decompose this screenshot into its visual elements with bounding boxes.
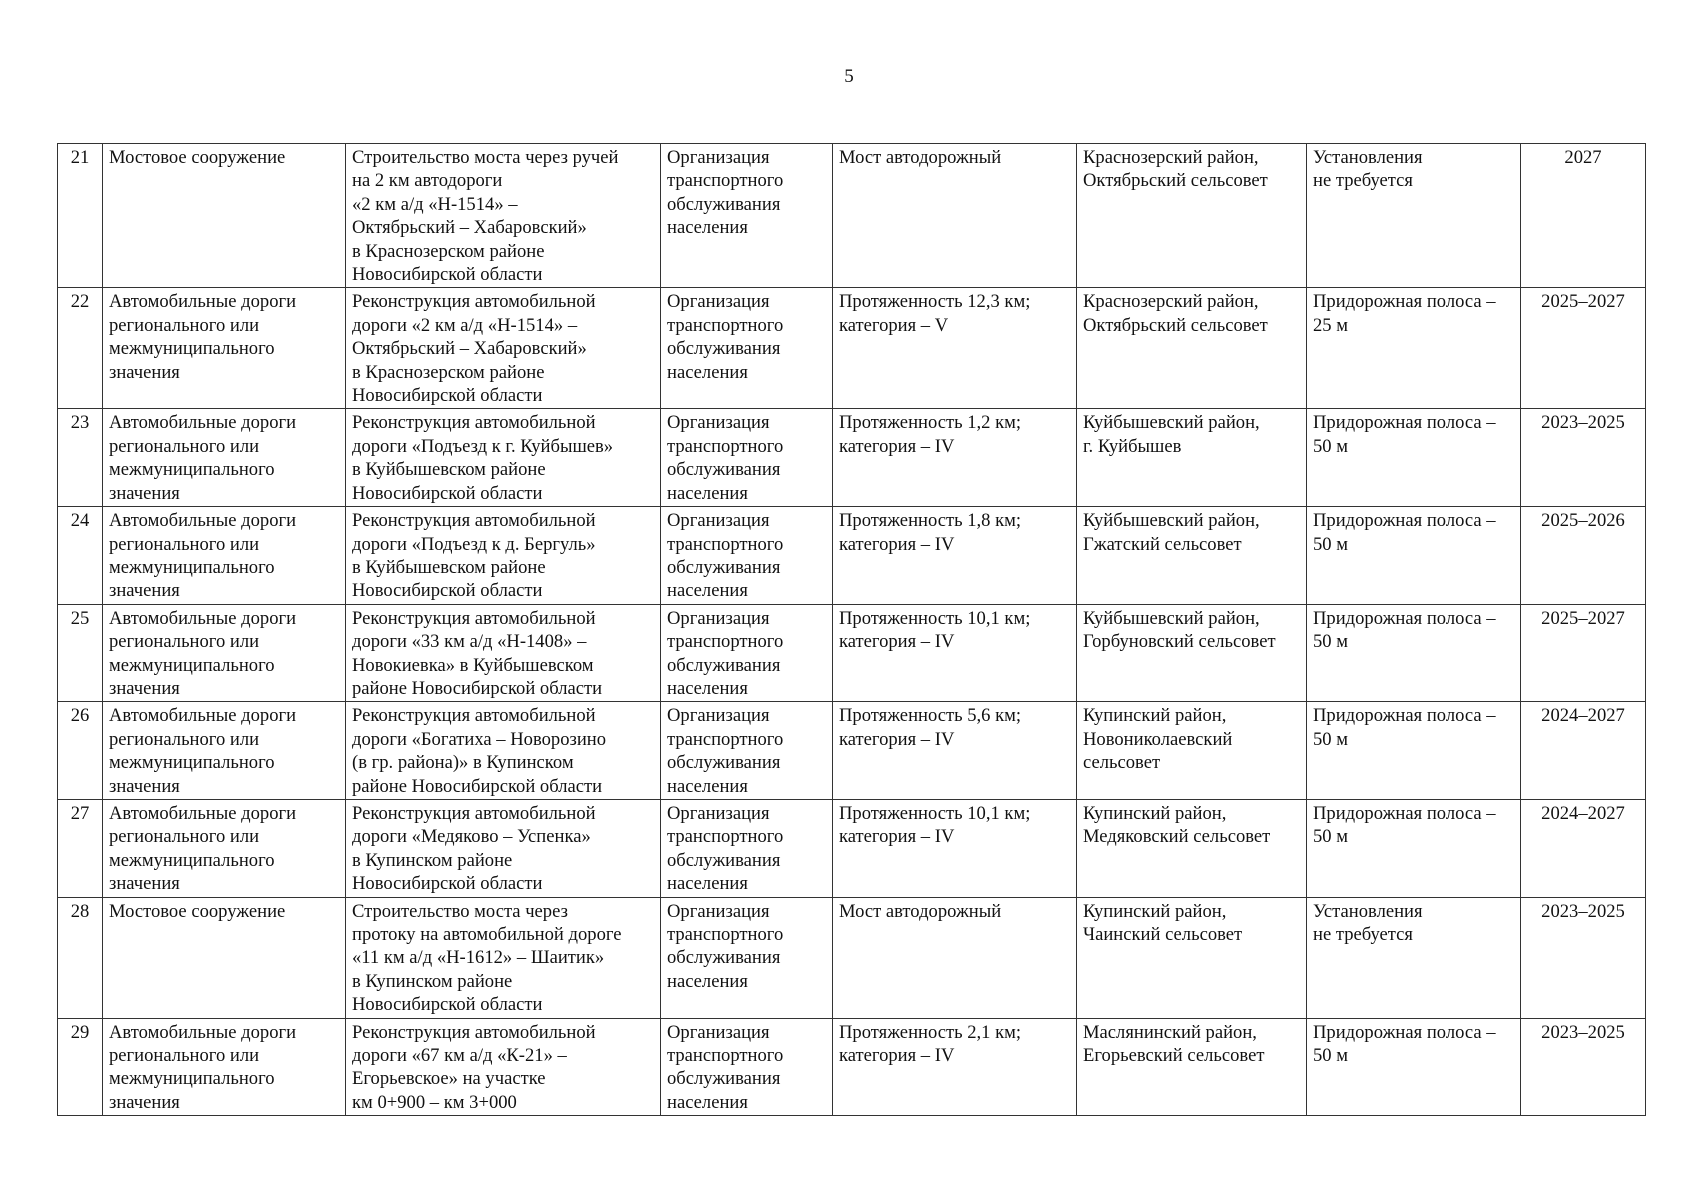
page-number: 5: [844, 66, 854, 87]
purpose-cell: Организация транспортного обслуживания населения: [661, 1018, 833, 1116]
characteristics-cell: Мост автодорожный: [833, 144, 1077, 288]
object-type-cell: Автомобильные дороги регионального или межмуниципального значения: [103, 507, 346, 605]
zone-cell: Придорожная полоса – 25 м: [1307, 288, 1521, 409]
purpose-cell: Организация транспортного обслуживания населения: [661, 288, 833, 409]
years-cell: 2024–2027: [1521, 702, 1646, 800]
table-row: [58, 144, 1646, 288]
object-name-cell: Реконструкция автомобильной дороги «33 км а/д «Н-1408» – Новокиевка» в Куйбышевском районе Новосибирской области: [346, 604, 661, 702]
row-number-cell: 21: [58, 144, 103, 288]
purpose-cell: Организация транспортного обслуживания населения: [661, 604, 833, 702]
objects-table: [57, 143, 1646, 1116]
location-cell: Купинский район, Медяковский сельсовет: [1077, 799, 1307, 897]
table-row: [58, 288, 1646, 409]
characteristics-cell: Протяженность 1,8 км; категория – IV: [833, 507, 1077, 605]
object-type-cell: Автомобильные дороги регионального или межмуниципального значения: [103, 604, 346, 702]
row-number-cell: 26: [58, 702, 103, 800]
zone-cell: Придорожная полоса – 50 м: [1307, 507, 1521, 605]
years-cell: 2023–2025: [1521, 897, 1646, 1018]
table-row: [58, 799, 1646, 897]
purpose-cell: Организация транспортного обслуживания населения: [661, 799, 833, 897]
characteristics-cell: Протяженность 10,1 км; категория – IV: [833, 799, 1077, 897]
object-name-cell: Реконструкция автомобильной дороги «Медяково – Успенка» в Купинском районе Новосибирской области: [346, 799, 661, 897]
table-row: [58, 1018, 1646, 1116]
table-row: [58, 897, 1646, 1018]
object-type-cell: Автомобильные дороги регионального или межмуниципального значения: [103, 288, 346, 409]
object-type-cell: Мостовое сооружение: [103, 897, 346, 1018]
years-cell: 2027: [1521, 144, 1646, 288]
zone-cell: Придорожная полоса – 50 м: [1307, 702, 1521, 800]
object-name-cell: Реконструкция автомобильной дороги «Богатиха – Новорозино (в гр. района)» в Купинском районе Новосибирской области: [346, 702, 661, 800]
zone-cell: Придорожная полоса – 50 м: [1307, 799, 1521, 897]
years-cell: 2025–2026: [1521, 507, 1646, 605]
object-name-cell: Реконструкция автомобильной дороги «67 км а/д «К-21» – Егорьевское» на участке км 0+900 – км 3+000: [346, 1018, 661, 1116]
characteristics-cell: Протяженность 5,6 км; категория – IV: [833, 702, 1077, 800]
table-row: [58, 702, 1646, 800]
purpose-cell: Организация транспортного обслуживания населения: [661, 409, 833, 507]
location-cell: Краснозерский район, Октябрьский сельсовет: [1077, 288, 1307, 409]
object-name-cell: Строительство моста через протоку на автомобильной дороге «11 км а/д «Н-1612» – Шаитик» в Купинском районе Новосибирской области: [346, 897, 661, 1018]
zone-cell: Установления не требуется: [1307, 897, 1521, 1018]
row-number-cell: 27: [58, 799, 103, 897]
years-cell: 2024–2027: [1521, 799, 1646, 897]
table-row: [58, 604, 1646, 702]
location-cell: Краснозерский район, Октябрьский сельсовет: [1077, 144, 1307, 288]
location-cell: Купинский район, Чаинский сельсовет: [1077, 897, 1307, 1018]
zone-cell: Придорожная полоса – 50 м: [1307, 604, 1521, 702]
object-type-cell: Мостовое сооружение: [103, 144, 346, 288]
location-cell: Купинский район, Новониколаевский сельсовет: [1077, 702, 1307, 800]
purpose-cell: Организация транспортного обслуживания населения: [661, 702, 833, 800]
object-name-cell: Строительство моста через ручей на 2 км автодороги «2 км а/д «Н-1514» – Октябрьский – Хабаровский» в Краснозерском районе Новосибирской области: [346, 144, 661, 288]
location-cell: Маслянинский район, Егорьевский сельсовет: [1077, 1018, 1307, 1116]
characteristics-cell: Протяженность 2,1 км; категория – IV: [833, 1018, 1077, 1116]
row-number-cell: 24: [58, 507, 103, 605]
purpose-cell: Организация транспортного обслуживания населения: [661, 897, 833, 1018]
zone-cell: Придорожная полоса – 50 м: [1307, 1018, 1521, 1116]
object-name-cell: Реконструкция автомобильной дороги «2 км а/д «Н-1514» – Октябрьский – Хабаровский» в Краснозерском районе Новосибирской области: [346, 288, 661, 409]
row-number-cell: 22: [58, 288, 103, 409]
object-name-cell: Реконструкция автомобильной дороги «Подъезд к д. Бергуль» в Куйбышевском районе Новосибирской области: [346, 507, 661, 605]
location-cell: Куйбышевский район, Гжатский сельсовет: [1077, 507, 1307, 605]
table-row: [58, 409, 1646, 507]
row-number-cell: 23: [58, 409, 103, 507]
characteristics-cell: Протяженность 12,3 км; категория – V: [833, 288, 1077, 409]
table-body: [58, 144, 1646, 1116]
years-cell: 2023–2025: [1521, 1018, 1646, 1116]
zone-cell: Установления не требуется: [1307, 144, 1521, 288]
object-type-cell: Автомобильные дороги регионального или межмуниципального значения: [103, 799, 346, 897]
table-row: [58, 507, 1646, 605]
object-type-cell: Автомобильные дороги регионального или межмуниципального значения: [103, 1018, 346, 1116]
characteristics-cell: Протяженность 10,1 км; категория – IV: [833, 604, 1077, 702]
characteristics-cell: Мост автодорожный: [833, 897, 1077, 1018]
object-type-cell: Автомобильные дороги регионального или межмуниципального значения: [103, 409, 346, 507]
location-cell: Куйбышевский район, г. Куйбышев: [1077, 409, 1307, 507]
characteristics-cell: Протяженность 1,2 км; категория – IV: [833, 409, 1077, 507]
row-number-cell: 28: [58, 897, 103, 1018]
location-cell: Куйбышевский район, Горбуновский сельсовет: [1077, 604, 1307, 702]
years-cell: 2025–2027: [1521, 604, 1646, 702]
purpose-cell: Организация транспортного обслуживания населения: [661, 144, 833, 288]
years-cell: 2023–2025: [1521, 409, 1646, 507]
row-number-cell: 29: [58, 1018, 103, 1116]
object-name-cell: Реконструкция автомобильной дороги «Подъезд к г. Куйбышев» в Куйбышевском районе Новосибирской области: [346, 409, 661, 507]
purpose-cell: Организация транспортного обслуживания населения: [661, 507, 833, 605]
object-type-cell: Автомобильные дороги регионального или межмуниципального значения: [103, 702, 346, 800]
zone-cell: Придорожная полоса – 50 м: [1307, 409, 1521, 507]
row-number-cell: 25: [58, 604, 103, 702]
years-cell: 2025–2027: [1521, 288, 1646, 409]
